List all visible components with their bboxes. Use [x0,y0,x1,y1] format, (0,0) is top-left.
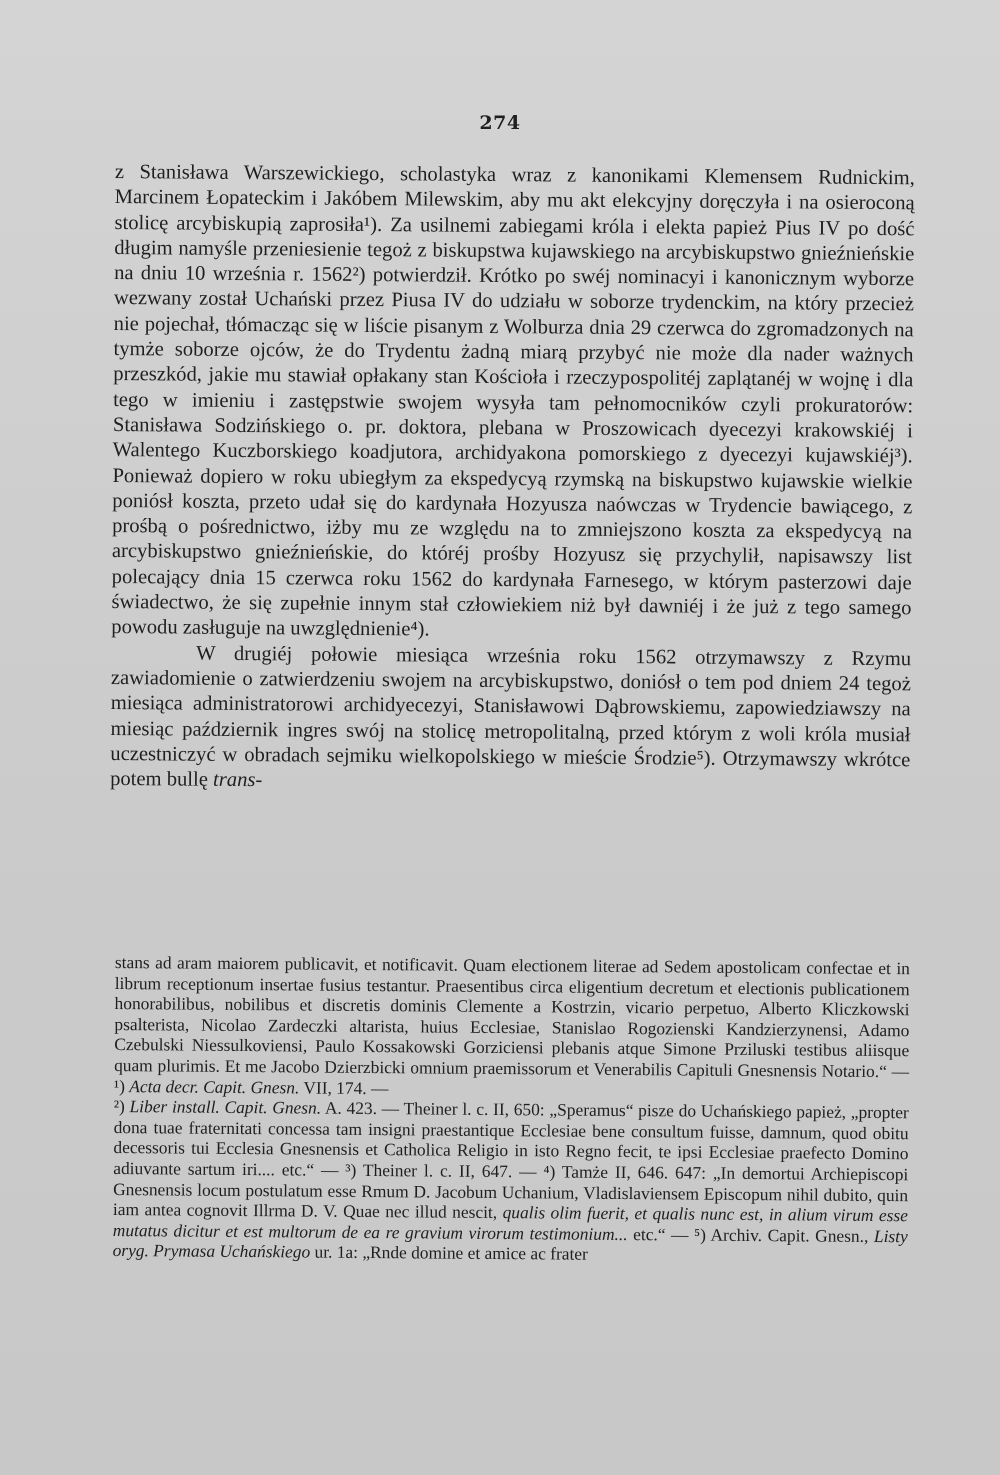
footnote-text: A. 423. — Theiner l. c. II, 650: „Speramus“ pisze do Uchańskiego papież, „propter dona tuae fraternitati concessa tam insigni praestantique Ecclesiae bene consultum fuisse, damnum, quod obitu decessoris tui Ecclesia Gnesnensis et Catholica Religio in isto Regno fecit, te ipsi Ecclesiae praefecto Domino adiuvante sartum iri.... etc.“ — ³) Theiner l. c. II, 647. — ⁴) Tamże II, 646. 647: „In demortui Archiepiscopi Gnesnensis locum postulatum esse Rmum D. Jacobum Uchanium, Vladislaviensem Episcopum nihil dubito, quin iam antea cognovit Illrma D. V. Quae nec illud nescit, [112,1097,909,1223]
footnote-text: VII, 174. — [303,1077,389,1098]
footnote-source: Acta decr. Capit. Gnesn. [129,1075,300,1098]
paragraph-text: W drugiéj połowie miesiąca września roku 1562 otrzymawszy z Rzymu zawiadomienie o zatwierdzeniu swojem na arcybiskupstwo, doniósł o tem pod dniem 24 tegoż miesiąca administratorowi archidyecezyi, Stanisławowi Dąbrowskiemu, zapowiedziawszy na miesiąc październik ingres swój na stolicę metropolitalną, przed którym z woli króla musiał uczestniczyć w obradach sejmiku wielkopolskiego w mieście Środzie⁵). Otrzymawszy wkrótce potem bullę [110,642,912,791]
footnote-source: Liber install. Capit. Gnesn. [129,1096,322,1118]
footnote-source: Listy oryg. Prymasa Uchańskiego [112,1225,908,1262]
paragraph: z Stanisława Warszewickiego, scholastyka wraz z kanonikami Klemensem Rudnickim, Marcinem Łopateckim i Jakóbem Milewskim, aby mu akt elekcyjny doręczyła i na osieroconą stolicę arcybiskupią zaprosiła¹). Za usilnemi zabiegami króla i elekta papież Pius IV po dość długim namyśle przeniesienie tegoż z biskupstwa kujawskiego na arcybiskupstwo gnieźnieńskie na dniu 10 września r. 1562²) potwierdził. Krótko po swéj nominacyi i kanonicznym wyborze wezwany został Uchański przez Piusa IV do udziału w soborze trydenckim, na który przecież nie pojechał, tłómacząc się w liście pisanym z Wolburza dnia 29 czerwca do zgromadzonych na tymże soborze ojców, że do Trydentu żadną miarą przybyć nie może dla nader ważnych przeszkód, jakie mu stawiał opłakany stan Kościoła i rzeczypospolitéj zaplątanéj w wojnę i dla tego w imieniu i zastępstwie swojem wysyła tam pełnomocników czyli prokuratorów: Stanisława Sodzińskiego o. pr. doktora, plebana w Proszowicach dyecezyi krakowskiéj i Walentego Kuczborskiego koadjutora, archidyakona pomorskiego z dyecezyi kujawskiéj³). Ponieważ dopiero w roku ubiegłym za ekspedycyą rzymską na biskupstwo kujawskie wielkie poniósł koszta, przeto udał się do kardynała Hozyusza naówczas w Trydencie bawiącego, z prośbą o pośrednictwo, iżby mu ze względu na to zmniejszono koszta za ekspedycyą na arcybiskupstwo gnieźnieńskie, do któréj prośby Hozyusz się przychylił, napisawszy list polecający dnia 15 czerwca roku 1562 do kardynała Farnesego, w którym pasterzowi daje świadectwo, że się zupełnie innym stał człowiekiem niż był dawniéj i że już z tego samego powodu zasługuje na uwzględnienie⁴). [111,160,915,641]
footnotes [113,952,910,1267]
page-number: 274 [479,112,521,134]
paragraph [110,641,911,799]
footnote-text: etc.“ — ⁵) Archiv. Capit. Gnesn., [633,1223,869,1246]
footnote-text: ur. 1a: „Rnde domine et amice ac frater [314,1241,588,1265]
main-text [110,160,915,799]
footnote-text: stans ad aram maiorem publicavit, et notificavit. Quam electionem literae ad Sedem apostolicam confectae et in librum receptionum insertae fusius testantur. Praesentibus circa eligentium decretum et electionis publicationem honorabilibus, nobilibus et discretis dominis Clemente a Kostrzin, vicario perpetuo, Alberto Kliczkowski psalterista, Nicolao Zardeczki altarista, huius Ecclesiae, Stanislao Rogozienski Kandzierzynensi, Adamo Czebulski Niessulkoviensi, Paulo Kossakowski Gorziciensi plebanis atque Simone Prziluski testibus aliisque quam plurimis. Et me Jacobo Dzierzbicki omnium praemissorum et Venerabilis Capituli Gnesnensis Notario.“ — ¹) [113,952,910,1096]
footnote-mark: ²) [113,1096,125,1117]
footnote-block [113,952,910,1267]
hyphenated-word: trans- [213,768,263,792]
footnote-quote: qualis olim fuerit, et qualis nunc est, in alium virum esse mutatus dicitur et est multorum de ea re gravium virorum testimonium... [112,1202,909,1244]
